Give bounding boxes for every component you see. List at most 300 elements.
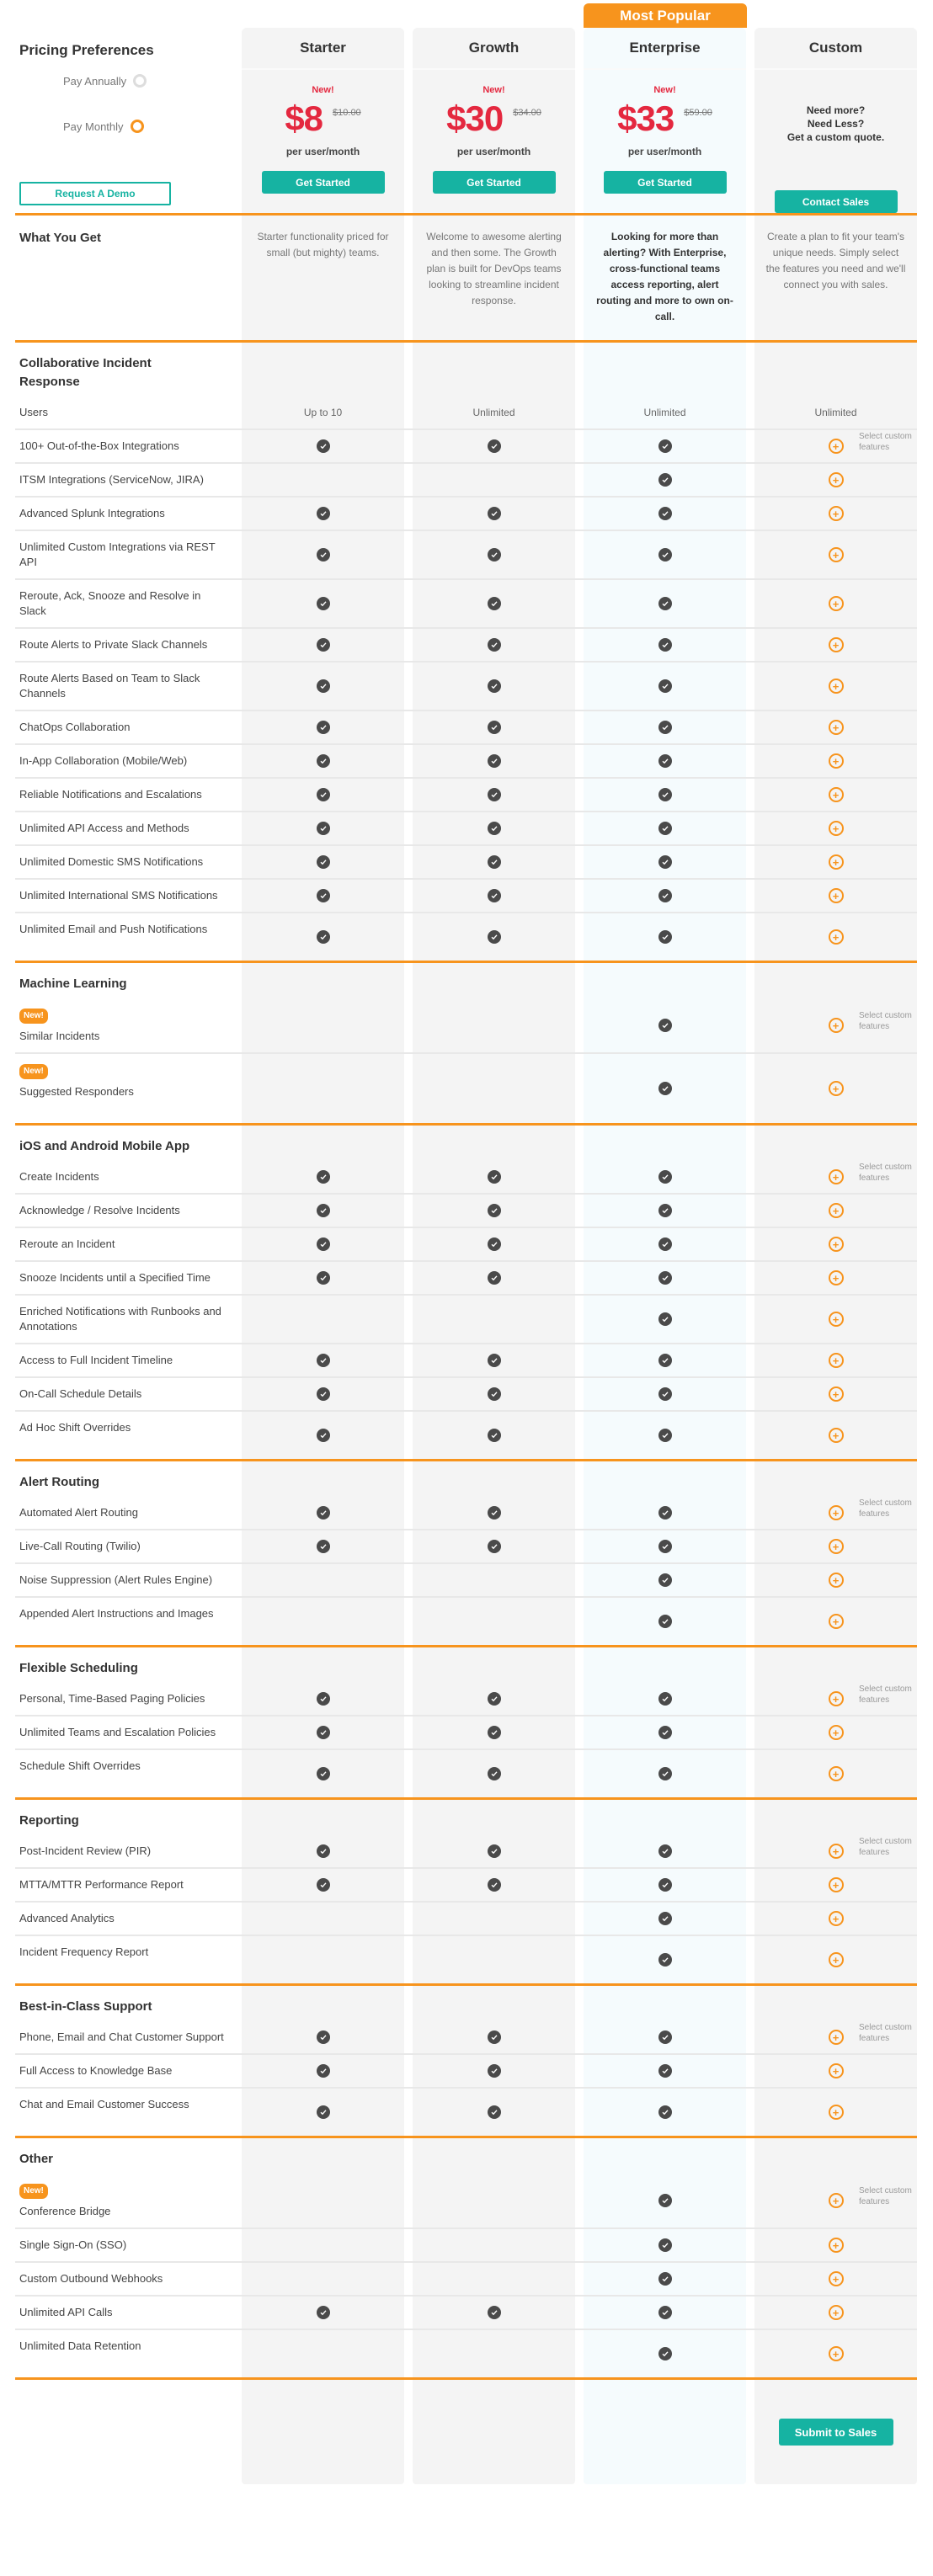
feature-label-cell: [15, 846, 242, 878]
feature-cell-enterprise: [584, 1750, 746, 1797]
feature-cell-growth: [413, 1378, 575, 1410]
feature-label-cell: [15, 1161, 242, 1193]
plan-header-custom: [754, 28, 917, 213]
feature-row: [15, 430, 917, 462]
section-title-cell: [15, 963, 242, 998]
feature-label: ITSM Integrations (ServiceNow, JIRA): [19, 473, 204, 486]
get-started-button[interactable]: Get Started: [262, 171, 385, 194]
feature-cell-enterprise: [584, 498, 746, 530]
plus-circle-icon[interactable]: +: [829, 1766, 844, 1781]
price-unit: per user/month: [627, 146, 702, 157]
feature-cell-growth: [413, 880, 575, 912]
check-icon: [317, 930, 330, 944]
contact-sales-button[interactable]: Contact Sales: [775, 190, 898, 213]
section-title-cell: [15, 1800, 242, 1835]
feature-label-cell: [15, 1903, 242, 1935]
plan-name: Starter: [242, 28, 404, 70]
plus-circle-icon[interactable]: +: [829, 1353, 844, 1368]
check-icon: [488, 638, 501, 652]
plans-header: [15, 28, 917, 213]
section-header: [15, 1461, 917, 1497]
check-icon: [658, 930, 672, 944]
plus-circle-icon[interactable]: +: [829, 1081, 844, 1096]
plus-circle-icon[interactable]: +: [829, 1386, 844, 1402]
feature-cell-starter: [242, 430, 404, 462]
check-icon: [488, 1271, 501, 1285]
plus-circle-icon[interactable]: +: [829, 1952, 844, 1967]
feature-cell-starter: [242, 2021, 404, 2053]
feature-row: [15, 1936, 917, 1983]
empty-cell-growth: [413, 2138, 575, 2174]
check-icon: [488, 1429, 501, 1442]
section-title: Collaborative Incident Response: [19, 356, 152, 389]
feature-cell-enterprise: [584, 2297, 746, 2329]
feature-label: Snooze Incidents until a Specified Time: [19, 1271, 211, 1284]
feature-label-cell: [15, 2263, 242, 2295]
plus-circle-icon[interactable]: +: [829, 2193, 844, 2208]
plus-circle-icon[interactable]: +: [829, 1312, 844, 1327]
empty-cell-starter: [242, 1986, 404, 2021]
plan-header-starter: [242, 28, 404, 213]
feature-row: [15, 1903, 917, 1935]
feature-row: [15, 998, 917, 1052]
feature-row: [15, 580, 917, 627]
feature-row: [15, 397, 917, 428]
plus-circle-icon[interactable]: +: [829, 753, 844, 769]
feature-cell-growth: [413, 2089, 575, 2136]
price: $33: [617, 98, 674, 138]
feature-cell-custom: [754, 1161, 917, 1193]
feature-cell-starter: [242, 531, 404, 578]
empty-cell-enterprise: [584, 343, 746, 397]
check-icon: [488, 1204, 501, 1217]
new-badge: New!: [19, 2184, 48, 2199]
empty-cell-custom: [754, 1126, 917, 1161]
check-icon: [658, 1878, 672, 1892]
plan-header-growth: [413, 28, 575, 213]
check-icon: [317, 1237, 330, 1251]
check-icon: [658, 1506, 672, 1520]
feature-cell-custom: [754, 745, 917, 777]
plus-circle-icon[interactable]: +: [829, 2105, 844, 2120]
plus-circle-icon[interactable]: +: [829, 472, 844, 487]
check-icon: [658, 1912, 672, 1925]
feature-cell-growth: [413, 745, 575, 777]
feature-label: Custom Outbound Webhooks: [19, 2272, 163, 2285]
price: $30: [446, 98, 504, 138]
feature-label-cell: [15, 711, 242, 743]
plus-circle-icon[interactable]: +: [829, 821, 844, 836]
feature-label-cell: [15, 2297, 242, 2329]
feature-cell-starter: [242, 1412, 404, 1459]
feature-cell-enterprise: [584, 1869, 746, 1901]
plan-header-enterprise: [584, 28, 746, 213]
footer-cell-growth: [413, 2380, 575, 2484]
check-icon: [317, 1540, 330, 1553]
plus-circle-icon[interactable]: +: [829, 2346, 844, 2361]
feature-cell-growth: [413, 1716, 575, 1748]
feature-cell-starter: [242, 1598, 404, 1645]
submit-to-sales-button[interactable]: Submit to Sales: [779, 2419, 893, 2446]
feature-cell-starter: [242, 1869, 404, 1901]
empty-cell-growth: [413, 343, 575, 397]
check-icon: [488, 1878, 501, 1892]
check-icon: [488, 930, 501, 944]
pay-monthly-option[interactable]: [63, 120, 144, 133]
feature-cell-custom: [754, 397, 917, 428]
section-header: [15, 1126, 917, 1161]
plus-circle-icon[interactable]: +: [829, 1169, 844, 1184]
check-icon: [317, 2030, 330, 2044]
feature-label: ChatOps Collaboration: [19, 721, 131, 733]
check-icon: [317, 1878, 330, 1892]
feature-label-cell: [15, 1936, 242, 1983]
feature-cell-growth: [413, 1054, 575, 1123]
feature-cell-custom: [754, 2330, 917, 2377]
plan-name: Growth: [413, 28, 575, 70]
feature-cell-custom: [754, 1378, 917, 1410]
feature-cell-starter: [242, 846, 404, 878]
feature-cell-starter: [242, 1683, 404, 1715]
plus-circle-icon[interactable]: +: [829, 1614, 844, 1629]
feature-cell-growth: [413, 1530, 575, 1562]
check-icon: [317, 548, 330, 562]
plus-circle-icon[interactable]: +: [829, 1911, 844, 1926]
plus-circle-icon[interactable]: +: [829, 637, 844, 652]
old-price: $10.00: [333, 108, 361, 118]
plus-circle-icon[interactable]: +: [829, 787, 844, 802]
feature-cell-enterprise: [584, 2330, 746, 2377]
what-you-get-heading: What You Get: [19, 231, 101, 245]
feature-cell-custom: [754, 531, 917, 578]
check-icon: [658, 1767, 672, 1780]
feature-cell-enterprise: [584, 430, 746, 462]
get-started-button[interactable]: Get Started: [604, 171, 727, 194]
select-custom-note: Select custom features: [859, 1498, 912, 1519]
feature-label-cell: [15, 2229, 242, 2261]
check-icon: [488, 2030, 501, 2044]
plus-circle-icon[interactable]: +: [829, 854, 844, 870]
check-icon: [658, 1540, 672, 1553]
section-header: [15, 343, 917, 397]
feature-label: Schedule Shift Overrides: [19, 1759, 141, 1772]
feature-label: Post-Incident Review (PIR): [19, 1844, 152, 1857]
check-icon: [317, 822, 330, 835]
check-icon: [317, 2105, 330, 2119]
check-icon: [658, 2272, 672, 2286]
feature-cell-enterprise: [584, 711, 746, 743]
plus-circle-icon[interactable]: +: [829, 1877, 844, 1892]
feature-label-cell: [15, 1296, 242, 1343]
feature-cell-starter: [242, 1835, 404, 1867]
check-icon: [488, 1692, 501, 1706]
feature-row: [15, 2330, 917, 2377]
feature-cell-enterprise: [584, 1378, 746, 1410]
feature-row: [15, 2229, 917, 2261]
plus-circle-icon[interactable]: +: [829, 679, 844, 694]
feature-label: Appended Alert Instructions and Images: [19, 1607, 214, 1620]
plus-circle-icon[interactable]: +: [829, 596, 844, 611]
empty-cell-starter: [242, 2138, 404, 2174]
feature-cell-enterprise: [584, 2021, 746, 2053]
section-title: Alert Routing: [19, 1475, 99, 1489]
feature-cell-starter: [242, 498, 404, 530]
feature-cell-enterprise: [584, 580, 746, 627]
pay-monthly-radio[interactable]: [131, 120, 144, 133]
pay-annually-radio[interactable]: [133, 74, 147, 88]
feature-cell-custom: [754, 779, 917, 811]
plan-description-starter: [242, 216, 404, 340]
price-block: [617, 98, 712, 138]
feature-label-cell: [15, 663, 242, 710]
feature-row: [15, 1564, 917, 1596]
plus-circle-icon[interactable]: +: [829, 547, 844, 562]
check-icon: [658, 1204, 672, 1217]
plus-circle-icon[interactable]: +: [829, 1237, 844, 1252]
request-demo-button[interactable]: Request A Demo: [19, 182, 171, 205]
feature-cell-starter: [242, 2263, 404, 2295]
feature-row: [15, 1378, 917, 1410]
plus-circle-icon[interactable]: +: [829, 1018, 844, 1033]
feature-label-cell: [15, 779, 242, 811]
feature-cell-custom: [754, 2089, 917, 2136]
empty-cell-custom: [754, 1800, 917, 1835]
plus-circle-icon[interactable]: +: [829, 888, 844, 903]
check-icon: [317, 721, 330, 734]
feature-row: [15, 1296, 917, 1343]
check-icon: [488, 1506, 501, 1520]
check-icon: [317, 1204, 330, 1217]
feature-cell-enterprise: [584, 2055, 746, 2087]
feature-cell-growth: [413, 1598, 575, 1645]
feature-cell-custom: [754, 913, 917, 961]
empty-cell-growth: [413, 1986, 575, 2021]
feature-label: Unlimited Teams and Escalation Policies: [19, 1726, 216, 1738]
feature-cell-starter: [242, 1195, 404, 1227]
feature-cell-growth: [413, 629, 575, 661]
plus-circle-icon[interactable]: +: [829, 2030, 844, 2045]
check-icon: [488, 1354, 501, 1367]
feature-cell-growth: [413, 663, 575, 710]
pay-annually-option[interactable]: [63, 74, 147, 88]
plus-circle-icon[interactable]: +: [829, 2063, 844, 2078]
feature-label: Single Sign-On (SSO): [19, 2238, 127, 2251]
check-icon: [658, 855, 672, 869]
feature-cell-custom: [754, 1344, 917, 1376]
plus-circle-icon[interactable]: +: [829, 1203, 844, 1218]
check-icon: [317, 638, 330, 652]
feature-cell-starter: [242, 1228, 404, 1260]
plus-circle-icon[interactable]: +: [829, 2238, 844, 2253]
check-icon: [658, 439, 672, 453]
feature-cell-custom: [754, 430, 917, 462]
feature-value: Unlimited: [643, 407, 686, 418]
new-label: New!: [312, 85, 334, 95]
feature-cell-growth: [413, 2174, 575, 2227]
feature-cell-enterprise: [584, 1530, 746, 1562]
select-custom-note: Select custom features: [859, 1011, 912, 1031]
feature-cell-custom: [754, 1412, 917, 1459]
feature-cell-enterprise: [584, 663, 746, 710]
check-icon: [488, 1237, 501, 1251]
feature-label-cell: [15, 2055, 242, 2087]
plus-circle-icon[interactable]: +: [829, 2305, 844, 2320]
feature-label-cell: [15, 1378, 242, 1410]
feature-label-cell: [15, 464, 242, 496]
feature-cell-growth: [413, 1412, 575, 1459]
feature-cell-growth: [413, 1936, 575, 1983]
section-title-cell: [15, 2138, 242, 2174]
check-icon: [488, 1540, 501, 1553]
feature-label: 100+ Out-of-the-Box Integrations: [19, 439, 179, 452]
check-icon: [317, 1844, 330, 1858]
feature-label: Suggested Responders: [19, 1085, 134, 1098]
feature-row: [15, 1750, 917, 1797]
check-icon: [317, 1429, 330, 1442]
check-icon: [658, 1237, 672, 1251]
feature-cell-enterprise: [584, 397, 746, 428]
feature-cell-custom: [754, 1716, 917, 1748]
feature-label: Unlimited API Access and Methods: [19, 822, 189, 834]
feature-value: Unlimited: [472, 407, 515, 418]
pay-annually-label: Pay Annually: [63, 74, 127, 88]
feature-label: Conference Bridge: [19, 2205, 111, 2217]
feature-cell-starter: [242, 2055, 404, 2087]
feature-cell-enterprise: [584, 1497, 746, 1529]
section-header: [15, 2138, 917, 2174]
check-icon: [658, 638, 672, 652]
feature-sections: [15, 340, 917, 2377]
plus-circle-icon[interactable]: +: [829, 720, 844, 735]
feature-cell-enterprise: [584, 2174, 746, 2227]
feature-cell-starter: [242, 1161, 404, 1193]
plus-circle-icon[interactable]: +: [829, 1270, 844, 1285]
feature-cell-custom: [754, 1530, 917, 1562]
empty-cell-growth: [413, 1647, 575, 1683]
feature-cell-enterprise: [584, 779, 746, 811]
get-started-button[interactable]: Get Started: [433, 171, 556, 194]
footer-cell-starter: [242, 2380, 404, 2484]
feature-row: [15, 1228, 917, 1260]
feature-label-cell: [15, 1054, 242, 1123]
feature-row: [15, 1598, 917, 1645]
plus-circle-icon[interactable]: +: [829, 439, 844, 454]
feature-cell-enterprise: [584, 1262, 746, 1294]
feature-cell-growth: [413, 2229, 575, 2261]
feature-cell-enterprise: [584, 1228, 746, 1260]
section-title: Best-in-Class Support: [19, 1999, 152, 2014]
empty-cell-custom: [754, 2138, 917, 2174]
plus-circle-icon[interactable]: +: [829, 1539, 844, 1554]
plus-circle-icon[interactable]: +: [829, 1725, 844, 1740]
check-icon: [488, 889, 501, 902]
new-label: New!: [482, 85, 505, 95]
check-icon: [488, 1170, 501, 1184]
description: Welcome to awesome alerting and then some. The Growth plan is built for DevOps teams looking to streamline incident response.: [426, 231, 562, 306]
feature-label-cell: [15, 1497, 242, 1529]
plus-circle-icon[interactable]: +: [829, 1505, 844, 1520]
feature-label: Users: [19, 406, 48, 418]
feature-label: Create Incidents: [19, 1170, 99, 1183]
empty-cell-enterprise: [584, 1800, 746, 1835]
pitch-line: Need more?: [806, 104, 866, 116]
feature-cell-custom: [754, 498, 917, 530]
feature-row: [15, 1530, 917, 1562]
check-icon: [658, 1170, 672, 1184]
feature-cell-custom: [754, 1195, 917, 1227]
plan-name: Enterprise: [584, 28, 746, 70]
check-icon: [658, 889, 672, 902]
plus-circle-icon[interactable]: +: [829, 1844, 844, 1859]
empty-cell-starter: [242, 1461, 404, 1497]
feature-label: Unlimited Domestic SMS Notifications: [19, 855, 204, 868]
check-icon: [317, 788, 330, 801]
feature-cell-growth: [413, 913, 575, 961]
check-icon: [658, 473, 672, 487]
feature-label-cell: [15, 1530, 242, 1562]
feature-cell-starter: [242, 1936, 404, 1983]
section-title-cell: [15, 1647, 242, 1683]
price: $8: [285, 98, 323, 138]
check-icon: [317, 855, 330, 869]
feature-label: Automated Alert Routing: [19, 1506, 138, 1519]
plus-circle-icon[interactable]: +: [829, 1573, 844, 1588]
feature-label-cell: [15, 998, 242, 1052]
feature-cell-enterprise: [584, 531, 746, 578]
plus-circle-icon[interactable]: +: [829, 2271, 844, 2286]
feature-cell-starter: [242, 1296, 404, 1343]
plus-circle-icon[interactable]: +: [829, 506, 844, 521]
check-icon: [658, 2194, 672, 2207]
new-label: New!: [653, 85, 676, 95]
feature-row: [15, 531, 917, 578]
feature-cell-growth: [413, 397, 575, 428]
feature-row: [15, 779, 917, 811]
feature-label: Noise Suppression (Alert Rules Engine): [19, 1573, 213, 1586]
plus-circle-icon[interactable]: +: [829, 929, 844, 945]
section-title: Other: [19, 2152, 54, 2166]
feature-label: In-App Collaboration (Mobile/Web): [19, 754, 188, 767]
feature-cell-enterprise: [584, 2263, 746, 2295]
check-icon: [488, 1726, 501, 1739]
feature-cell-growth: [413, 1564, 575, 1596]
check-icon: [658, 679, 672, 693]
section-title: Flexible Scheduling: [19, 1661, 138, 1675]
feature-label-cell: [15, 1262, 242, 1294]
feature-label-cell: [15, 498, 242, 530]
plus-circle-icon[interactable]: +: [829, 1428, 844, 1443]
feature-label: Acknowledge / Resolve Incidents: [19, 1204, 180, 1216]
feature-cell-growth: [413, 2055, 575, 2087]
feature-label: Unlimited API Calls: [19, 2306, 113, 2318]
feature-label-cell: [15, 397, 242, 428]
feature-cell-enterprise: [584, 2229, 746, 2261]
check-icon: [658, 1271, 672, 1285]
feature-cell-custom: [754, 2174, 917, 2227]
feature-row: [15, 1262, 917, 1294]
feature-row: [15, 2174, 917, 2227]
section-header: [15, 1647, 917, 1683]
feature-cell-starter: [242, 1750, 404, 1797]
feature-cell-enterprise: [584, 1683, 746, 1715]
feature-cell-custom: [754, 711, 917, 743]
feature-label-cell: [15, 1228, 242, 1260]
check-icon: [488, 2306, 501, 2319]
feature-cell-custom: [754, 1869, 917, 1901]
feature-cell-custom: [754, 2021, 917, 2053]
section-title-cell: [15, 1461, 242, 1497]
plus-circle-icon[interactable]: +: [829, 1691, 844, 1706]
